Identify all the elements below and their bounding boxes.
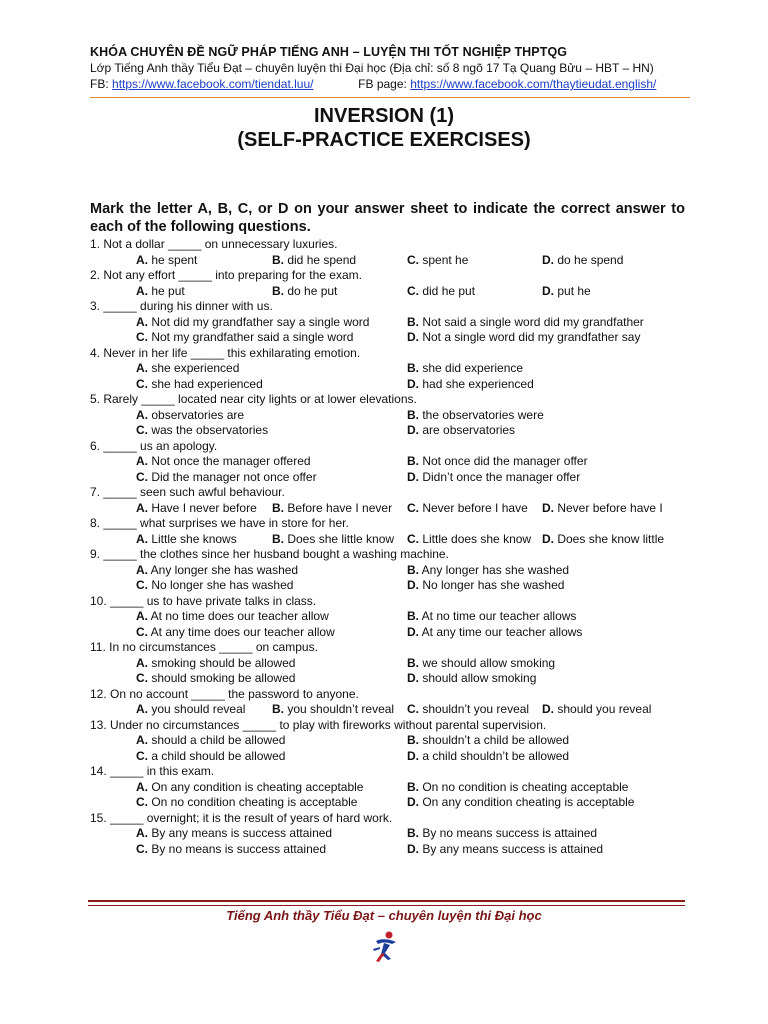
answer-option[interactable] bbox=[136, 578, 293, 594]
option-text: Not once did the manager offer bbox=[422, 454, 588, 468]
option-letter: D. bbox=[542, 702, 554, 716]
answer-option[interactable] bbox=[407, 532, 531, 548]
answer-option[interactable] bbox=[407, 826, 597, 842]
footer-rule-thin bbox=[88, 905, 685, 906]
option-letter: C. bbox=[136, 624, 148, 639]
page-header bbox=[90, 44, 690, 92]
option-text: should allow smoking bbox=[422, 671, 537, 685]
instructions: Mark the letter A, B, C, or D on your answer sheet to indicate the correct answer to each of the following questions. bbox=[90, 201, 685, 235]
options-row bbox=[90, 578, 690, 594]
options-row bbox=[90, 780, 690, 796]
answer-option[interactable] bbox=[407, 578, 564, 594]
answer-option[interactable] bbox=[136, 330, 353, 346]
options-row bbox=[90, 454, 690, 470]
option-text: By no means is success attained bbox=[151, 841, 327, 856]
class-address: Lớp Tiếng Anh thầy Tiểu Đạt – chuyên luyện thi Đại học (Địa chỉ: số 8 ngõ 17 Tạ Quang Bửu – HBT – HN) bbox=[90, 61, 654, 75]
option-letter: D. bbox=[542, 252, 554, 267]
option-text: At any time our teacher allows bbox=[421, 624, 583, 639]
option-text: At no time our teacher allows bbox=[421, 609, 577, 623]
options-row bbox=[90, 408, 690, 424]
answer-option[interactable] bbox=[272, 501, 392, 517]
option-text: Little does she know bbox=[422, 531, 532, 546]
answer-option[interactable] bbox=[542, 532, 664, 548]
answer-option[interactable] bbox=[407, 749, 569, 765]
option-text: Any longer she has washed bbox=[150, 562, 299, 577]
question-stem: 6. _____ us an apology. bbox=[90, 438, 218, 453]
option-letter: B. bbox=[407, 407, 419, 422]
option-letter: B. bbox=[272, 702, 284, 716]
option-letter: A. bbox=[136, 826, 148, 840]
option-letter: D. bbox=[407, 330, 419, 344]
answer-option[interactable] bbox=[136, 470, 317, 486]
answer-option[interactable] bbox=[272, 702, 394, 718]
option-letter: A. bbox=[136, 252, 148, 267]
answer-option[interactable] bbox=[136, 671, 295, 687]
answer-option[interactable] bbox=[136, 749, 285, 765]
options-row bbox=[90, 284, 690, 300]
option-text: should a child be allowed bbox=[151, 733, 286, 747]
option-letter: C. bbox=[136, 841, 148, 856]
option-text: should you reveal bbox=[557, 702, 652, 716]
answer-option[interactable] bbox=[407, 361, 523, 377]
option-letter: A. bbox=[136, 500, 148, 515]
answer-option[interactable] bbox=[136, 656, 295, 672]
option-text: On no condition is cheating acceptable bbox=[422, 779, 629, 794]
options-row bbox=[90, 826, 690, 842]
option-text: are observatories bbox=[422, 423, 516, 437]
option-text: she experienced bbox=[151, 361, 240, 375]
option-text: Any longer has she washed bbox=[421, 562, 570, 577]
answer-option[interactable] bbox=[407, 423, 515, 439]
answer-option[interactable] bbox=[136, 377, 263, 393]
question-stem: 15. _____ overnight; it is the result of years of hard work. bbox=[90, 810, 393, 825]
option-text: we should allow smoking bbox=[422, 655, 556, 670]
option-letter: A. bbox=[136, 609, 148, 623]
option-text: Not a single word did my grandfather say bbox=[422, 330, 641, 344]
fb-link[interactable]: https://www.facebook.com/tiendat.luu/ bbox=[112, 77, 314, 91]
option-text: do he put bbox=[287, 283, 338, 298]
option-text: spent he bbox=[422, 252, 469, 267]
option-text: shouldn’t you reveal bbox=[422, 702, 530, 716]
question-stem: 3. _____ during his dinner with us. bbox=[90, 299, 273, 313]
question-stem: 4. Never in her life _____ this exhilarating emotion. bbox=[90, 345, 361, 360]
answer-option[interactable] bbox=[272, 532, 394, 548]
option-text: a child should be allowed bbox=[151, 748, 286, 763]
option-letter: D. bbox=[407, 841, 419, 856]
question-stem: 11. In no circumstances _____ on campus. bbox=[90, 640, 318, 654]
answer-option[interactable] bbox=[407, 609, 576, 625]
answer-option[interactable] bbox=[136, 842, 326, 858]
option-text: Not once the manager offered bbox=[151, 454, 311, 468]
answer-option[interactable] bbox=[136, 408, 244, 424]
options-row bbox=[90, 671, 690, 687]
option-text: Never before have I bbox=[557, 500, 663, 515]
option-text: By any means is success attained bbox=[151, 826, 333, 840]
options-row bbox=[90, 253, 690, 269]
runner-logo-icon bbox=[370, 929, 402, 967]
answer-option[interactable] bbox=[136, 780, 363, 796]
option-text: she did experience bbox=[422, 361, 524, 375]
option-letter: D. bbox=[407, 748, 419, 763]
option-text: did he spend bbox=[287, 252, 357, 267]
answer-option[interactable] bbox=[407, 284, 475, 300]
option-letter: B. bbox=[272, 531, 284, 546]
option-letter: B. bbox=[407, 361, 419, 375]
answer-option[interactable] bbox=[542, 284, 591, 300]
answer-option[interactable] bbox=[136, 315, 369, 331]
option-letter: B. bbox=[407, 562, 419, 577]
option-text: At no time does our teacher allow bbox=[150, 609, 329, 623]
header-divider bbox=[90, 97, 690, 98]
question-stem: 9. _____ the clothes since her husband bought a washing machine. bbox=[90, 547, 449, 561]
answer-option[interactable] bbox=[407, 470, 580, 486]
option-text: At any time does our teacher allow bbox=[150, 624, 335, 639]
option-text: she had experienced bbox=[151, 376, 263, 391]
option-text: a child shouldn’t be allowed bbox=[422, 748, 570, 763]
option-letter: C. bbox=[136, 748, 148, 763]
fbpage-link[interactable]: https://www.facebook.com/thaytieudat.english/ bbox=[410, 77, 657, 91]
option-text: did he put bbox=[422, 283, 476, 298]
option-letter: C. bbox=[136, 376, 148, 391]
option-letter: D. bbox=[407, 578, 419, 592]
answer-option[interactable] bbox=[272, 284, 337, 300]
answer-option[interactable] bbox=[407, 454, 588, 470]
answer-option[interactable] bbox=[407, 795, 634, 811]
option-text: Not did my grandfather say a single word bbox=[151, 314, 370, 329]
option-letter: B. bbox=[272, 500, 284, 515]
fb-label: FB: bbox=[90, 77, 113, 91]
option-letter: B. bbox=[407, 733, 419, 747]
option-letter: A. bbox=[136, 655, 148, 670]
question-list bbox=[90, 237, 690, 857]
option-text: On any condition is cheating acceptable bbox=[151, 779, 364, 794]
option-letter: D. bbox=[407, 624, 419, 639]
option-letter: C. bbox=[136, 671, 148, 685]
option-letter: D. bbox=[542, 283, 554, 298]
facebook-links bbox=[90, 76, 690, 92]
answer-option[interactable] bbox=[407, 625, 582, 641]
option-letter: A. bbox=[136, 454, 148, 468]
options-row bbox=[90, 625, 690, 641]
question-stem: 7. _____ seen such awful behaviour. bbox=[90, 485, 285, 499]
option-text: Never before I have bbox=[422, 500, 528, 515]
question-stem: 2. Not any effort _____ into preparing for the exam. bbox=[90, 268, 362, 282]
footer-text: Tiếng Anh thầy Tiểu Đạt – chuyên luyện thi Đại học bbox=[226, 908, 542, 923]
option-text: Not said a single word did my grandfather bbox=[422, 314, 644, 329]
options-row bbox=[90, 361, 690, 377]
option-letter: C. bbox=[136, 578, 148, 592]
option-letter: B. bbox=[407, 826, 419, 840]
option-letter: C. bbox=[407, 252, 419, 267]
option-text: Little she knows bbox=[151, 531, 237, 546]
option-text: observatories are bbox=[151, 407, 245, 422]
answer-option[interactable] bbox=[272, 253, 356, 269]
answer-option[interactable] bbox=[136, 532, 237, 548]
answer-option[interactable] bbox=[407, 780, 628, 796]
answer-option[interactable] bbox=[407, 408, 544, 424]
option-letter: A. bbox=[136, 407, 148, 422]
answer-option[interactable] bbox=[136, 501, 257, 517]
option-letter: C. bbox=[136, 795, 148, 809]
options-row bbox=[90, 702, 690, 718]
option-text: No longer she has washed bbox=[151, 578, 294, 592]
question-stem: 13. Under no circumstances _____ to play with fireworks without parental supervision. bbox=[90, 717, 547, 732]
option-letter: A. bbox=[136, 702, 148, 716]
option-text: Did the manager not once offer bbox=[151, 469, 317, 484]
option-letter: A. bbox=[136, 283, 148, 298]
options-row bbox=[90, 501, 690, 517]
option-letter: A. bbox=[136, 779, 148, 794]
answer-option[interactable] bbox=[136, 609, 329, 625]
option-text: should smoking be allowed bbox=[151, 671, 296, 685]
answer-option[interactable] bbox=[407, 733, 569, 749]
answer-option[interactable] bbox=[407, 253, 468, 269]
option-text: put he bbox=[557, 283, 591, 298]
option-letter: C. bbox=[136, 330, 148, 344]
option-letter: D. bbox=[407, 376, 419, 391]
option-text: Have I never before bbox=[151, 500, 257, 515]
option-letter: D. bbox=[407, 671, 419, 685]
options-row bbox=[90, 733, 690, 749]
option-letter: B. bbox=[407, 314, 419, 329]
answer-option[interactable] bbox=[407, 656, 555, 672]
question-stem: 1. Not a dollar _____ on unnecessary luxuries. bbox=[90, 237, 338, 251]
option-text: you should reveal bbox=[151, 702, 246, 716]
option-letter: B. bbox=[272, 283, 284, 298]
answer-option[interactable] bbox=[542, 702, 651, 718]
option-letter: A. bbox=[136, 733, 148, 747]
answer-option[interactable] bbox=[407, 315, 644, 331]
option-letter: D. bbox=[542, 500, 554, 515]
option-letter: C. bbox=[407, 283, 419, 298]
option-text: On any condition cheating is acceptable bbox=[422, 795, 635, 809]
answer-option[interactable] bbox=[407, 501, 528, 517]
option-text: he put bbox=[151, 283, 185, 298]
option-text: Before have I never bbox=[287, 500, 393, 515]
options-row bbox=[90, 656, 690, 672]
answer-option[interactable] bbox=[407, 563, 569, 579]
option-text: shouldn’t a child be allowed bbox=[422, 733, 570, 747]
option-letter: D. bbox=[407, 469, 419, 484]
answer-option[interactable] bbox=[136, 563, 298, 579]
answer-option[interactable] bbox=[542, 501, 663, 517]
option-text: had she experienced bbox=[422, 376, 534, 391]
answer-option[interactable] bbox=[136, 284, 185, 300]
answer-option[interactable] bbox=[542, 253, 623, 269]
options-row bbox=[90, 330, 690, 346]
option-letter: A. bbox=[136, 314, 148, 329]
options-row bbox=[90, 563, 690, 579]
answer-option[interactable] bbox=[136, 702, 245, 718]
page-title: INVERSION (1) bbox=[313, 105, 455, 127]
option-text: smoking should be allowed bbox=[151, 655, 296, 670]
answer-option[interactable] bbox=[136, 625, 335, 641]
option-letter: B. bbox=[407, 454, 419, 468]
option-text: Does she little know bbox=[287, 531, 395, 546]
answer-option[interactable] bbox=[407, 377, 534, 393]
options-row bbox=[90, 470, 690, 486]
page-subtitle: (SELF-PRACTICE EXERCISES) bbox=[237, 129, 531, 151]
option-text: Didn’t once the manager offer bbox=[422, 469, 581, 484]
question-stem: 12. On no account _____ the password to anyone. bbox=[90, 686, 359, 701]
answer-option[interactable] bbox=[136, 795, 357, 811]
footer-rule bbox=[88, 900, 685, 902]
option-letter: C. bbox=[407, 702, 419, 716]
option-letter: A. bbox=[136, 361, 148, 375]
question-stem: 5. Rarely _____ located near city lights or at lower elevations. bbox=[90, 392, 417, 406]
options-row bbox=[90, 423, 690, 439]
option-text: By any means success is attained bbox=[422, 841, 604, 856]
answer-option[interactable] bbox=[407, 671, 536, 687]
options-row bbox=[90, 315, 690, 331]
answer-option[interactable] bbox=[136, 454, 311, 470]
answer-option[interactable] bbox=[407, 330, 640, 346]
course-title: KHÓA CHUYÊN ĐỀ NGỮ PHÁP TIẾNG ANH – LUYỆN THI TỐT NGHIỆP THPTQG bbox=[90, 45, 568, 59]
question-stem: 14. _____ in this exam. bbox=[90, 764, 215, 778]
option-text: was the observatories bbox=[151, 423, 269, 437]
options-row bbox=[90, 795, 690, 811]
option-text: do he spend bbox=[557, 252, 624, 267]
option-letter: C. bbox=[407, 500, 419, 515]
answer-option[interactable] bbox=[407, 842, 603, 858]
option-text: By no means success is attained bbox=[422, 826, 598, 840]
option-letter: D. bbox=[542, 531, 554, 546]
answer-option[interactable] bbox=[136, 826, 332, 842]
option-letter: B. bbox=[407, 609, 419, 623]
option-letter: C. bbox=[136, 423, 148, 437]
option-letter: B. bbox=[407, 779, 419, 794]
option-text: Does she know little bbox=[557, 531, 665, 546]
options-row bbox=[90, 842, 690, 858]
question-stem: 10. _____ us to have private talks in class. bbox=[90, 593, 317, 608]
option-letter: B. bbox=[407, 655, 419, 670]
option-letter: A. bbox=[136, 562, 148, 577]
option-text: he spent bbox=[151, 252, 198, 267]
answer-option[interactable] bbox=[136, 253, 197, 269]
fbpage-label: FB page: bbox=[358, 77, 411, 91]
options-row bbox=[90, 609, 690, 625]
options-row bbox=[90, 377, 690, 393]
answer-option[interactable] bbox=[407, 702, 529, 718]
option-text: the observatories were bbox=[422, 407, 544, 422]
answer-option[interactable] bbox=[136, 361, 239, 377]
option-letter: C. bbox=[136, 469, 148, 484]
option-text: you shouldn’t reveal bbox=[287, 702, 395, 716]
options-row bbox=[90, 532, 690, 548]
option-text: No longer has she washed bbox=[422, 578, 565, 592]
question-stem: 8. _____ what surprises we have in store for her. bbox=[90, 516, 349, 530]
option-letter: D. bbox=[407, 795, 419, 809]
option-letter: C. bbox=[407, 531, 419, 546]
answer-option[interactable] bbox=[136, 423, 268, 439]
answer-option[interactable] bbox=[136, 733, 285, 749]
option-text: On no condition cheating is acceptable bbox=[151, 795, 358, 809]
option-letter: D. bbox=[407, 423, 419, 437]
option-text: Not my grandfather said a single word bbox=[151, 330, 354, 344]
options-row bbox=[90, 749, 690, 765]
option-letter: A. bbox=[136, 531, 148, 546]
option-letter: B. bbox=[272, 252, 284, 267]
